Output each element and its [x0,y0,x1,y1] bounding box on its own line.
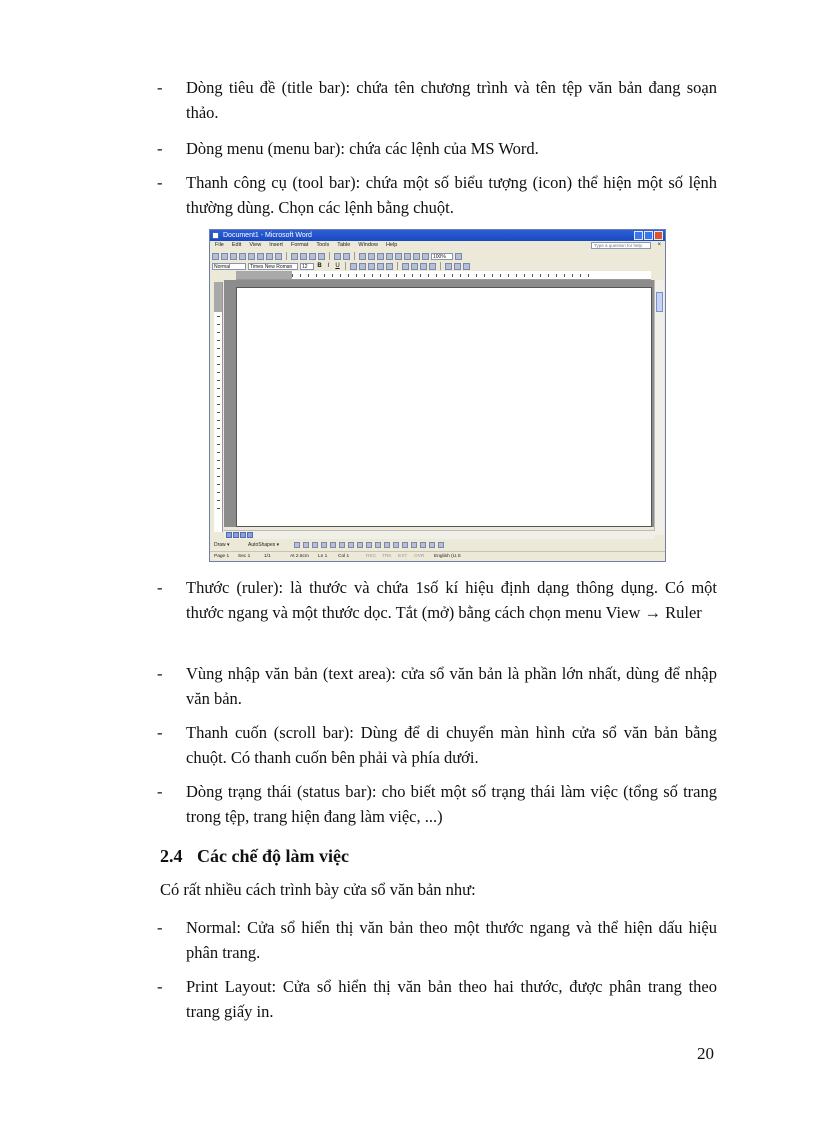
menu-edit[interactable]: Edit [231,242,242,248]
numbering-icon[interactable] [402,263,409,270]
status-pages: 1/1 [264,554,271,559]
maximize-icon[interactable] [644,231,653,240]
autoshapes-menu[interactable]: AutoShapes ▾ [248,542,280,548]
status-page: Page 1 [214,554,230,559]
menu-window[interactable]: Window [358,242,378,248]
menu-tools[interactable]: Tools [316,242,330,248]
hyperlink-icon[interactable] [359,253,366,260]
section-number: 2.4 [160,846,183,866]
bullet-tool-bar: - Thanh công cụ (tool bar): chứa một số biểu tượng (icon) thể hiện một số lệnh thường dùng. Chọn các lệnh bằng chuột. [157,173,717,217]
draw-menu[interactable]: Draw ▾ [214,542,230,548]
close-icon[interactable] [654,231,663,240]
help-search-box[interactable]: Type a question for help [591,242,651,249]
columns-icon[interactable] [395,253,402,260]
close-document-icon[interactable]: × [657,242,661,248]
status-line: Ln 1 [318,554,328,559]
menu-view[interactable]: View [249,242,262,248]
menu-format[interactable]: Format [290,242,309,248]
normal-view-icon[interactable] [226,532,232,538]
minimize-icon[interactable] [634,231,643,240]
word-window-title: Document1 - Microsoft Word [223,232,312,239]
line-icon[interactable] [294,542,300,548]
redo-icon[interactable] [343,253,350,260]
style-select[interactable]: Normal [212,263,246,270]
arrow-style-icon[interactable] [420,542,426,548]
print-preview-icon[interactable] [266,253,273,260]
text-color-icon[interactable] [393,542,399,548]
status-language: English (U.S [434,554,461,559]
horizontal-scrollbar[interactable] [224,530,655,539]
align-right-icon[interactable] [368,263,375,270]
copy-icon[interactable] [300,253,307,260]
outline-view-icon[interactable] [247,532,253,538]
picture-icon[interactable] [366,542,372,548]
open-icon[interactable] [221,253,228,260]
status-trk[interactable]: TRK [382,554,392,559]
word-menu-bar [210,241,665,250]
3d-icon[interactable] [438,542,444,548]
font-size-select[interactable]: 12 [300,263,314,270]
permission-icon[interactable] [239,253,246,260]
bullet-text-area: - Vùng nhập văn bản (text area): cửa sổ văn bản là phần lớn nhất, dùng để nhập văn bản. [157,664,717,708]
word-title-bar [210,230,665,241]
textbox-icon[interactable] [330,542,336,548]
email-icon[interactable] [248,253,255,260]
increase-indent-icon[interactable] [429,263,436,270]
standard-toolbar [212,251,663,261]
line-spacing-icon[interactable] [386,263,393,270]
word-status-bar [210,551,665,562]
new-icon[interactable] [212,253,219,260]
align-left-icon[interactable] [350,263,357,270]
borders-icon[interactable] [445,263,452,270]
help-icon[interactable] [455,253,462,260]
status-ovr[interactable]: OVR [414,554,425,559]
section-title: Các chế độ làm việc [197,846,349,866]
formatting-toolbar [212,261,663,271]
bullet-normal-mode: - Normal: Cửa sổ hiển thị văn bản theo một thước ngang và thể hiện dấu hiệu phân trang. [157,918,717,962]
horizontal-ruler[interactable] [236,271,651,280]
bullet-title-bar: - Dòng tiêu đề (title bar): chứa tên chương trình và tên tệp văn bản đang soạn thảo. [157,78,717,122]
shadow-icon[interactable] [429,542,435,548]
italic-button[interactable]: I [327,263,330,269]
arrow-icon[interactable] [303,542,309,548]
menu-insert[interactable]: Insert [269,242,283,248]
paste-icon[interactable] [309,253,316,260]
bold-button[interactable]: B [317,263,322,269]
cut-icon[interactable] [291,253,298,260]
document-map-icon[interactable] [413,253,420,260]
vertical-ruler[interactable] [214,282,223,532]
menu-help[interactable]: Help [385,242,398,248]
section-heading [160,846,349,867]
justify-icon[interactable] [377,263,384,270]
page-number: 20 [697,1044,714,1063]
status-section: Sec 1 [238,554,251,559]
oval-icon[interactable] [321,542,327,548]
text-area[interactable] [236,287,652,527]
dash-style-icon[interactable] [411,542,417,548]
zoom-select[interactable]: 100% [431,253,453,260]
bullet-ruler: - Thước (ruler): là thước và chứa 1số kí hiệu định dạng thông dụng. Có một thước ngang và một thước dọc. Tắt (mở) bằng cách chọn menu View → Ruler [157,578,717,622]
menu-file[interactable]: File [215,242,224,248]
insert-table-icon[interactable] [377,253,384,260]
bullet-print-layout-mode: - Print Layout: Cửa sổ hiển thị văn bản theo hai thước, được phân trang theo trang giấy in. [157,977,717,1021]
spelling-icon[interactable] [275,253,282,260]
insert-excel-icon[interactable] [386,253,393,260]
font-color-icon[interactable] [463,263,470,270]
drawing-toolbar [210,540,665,550]
clipart-icon[interactable] [357,542,363,548]
line-color-icon[interactable] [384,542,390,548]
save-icon[interactable] [230,253,237,260]
undo-icon[interactable] [334,253,341,260]
bullets-icon[interactable] [411,263,418,270]
tables-borders-icon[interactable] [368,253,375,260]
vertical-scrollbar[interactable] [654,280,664,535]
status-ext[interactable]: EXT [398,554,408,559]
show-hide-icon[interactable] [422,253,429,260]
fill-color-icon[interactable] [375,542,381,548]
bullet-menu-bar: - Dòng menu (menu bar): chứa các lệnh của MS Word. [157,139,539,158]
format-painter-icon[interactable] [318,253,325,260]
word-window-screenshot [209,229,666,562]
drawing-icon[interactable] [404,253,411,260]
status-rec[interactable]: REC [366,554,377,559]
bullet-scroll-bar: - Thanh cuốn (scroll bar): Dùng để di chuyển màn hình cửa sổ văn bản bằng chuột. Có thanh cuốn bên phải và phía dưới. [157,723,717,767]
word-app-icon [212,232,219,239]
underline-button[interactable]: U [335,263,340,269]
bullet-status-bar: - Dòng trạng thái (status bar): cho biết một số trạng thái làm việc (tổng số trang trong tệp, trang hiện đang làm việc, ...) [157,782,717,826]
wordart-icon[interactable] [339,542,345,548]
diagram-icon[interactable] [348,542,354,548]
web-view-icon[interactable] [233,532,239,538]
document-area [224,280,655,527]
line-style-icon[interactable] [402,542,408,548]
scroll-thumb[interactable] [656,292,663,312]
print-layout-icon[interactable] [240,532,246,538]
align-center-icon[interactable] [359,263,366,270]
highlight-icon[interactable] [454,263,461,270]
decrease-indent-icon[interactable] [420,263,427,270]
status-at: At 2.5cm [290,554,309,559]
rectangle-icon[interactable] [312,542,318,548]
font-select[interactable]: Times New Roman [248,263,298,270]
intro-paragraph: Có rất nhiều cách trình bày cửa sổ văn bản như: [160,880,476,899]
menu-table[interactable]: Table [337,242,351,248]
status-col: Col 1 [338,554,350,559]
print-icon[interactable] [257,253,264,260]
